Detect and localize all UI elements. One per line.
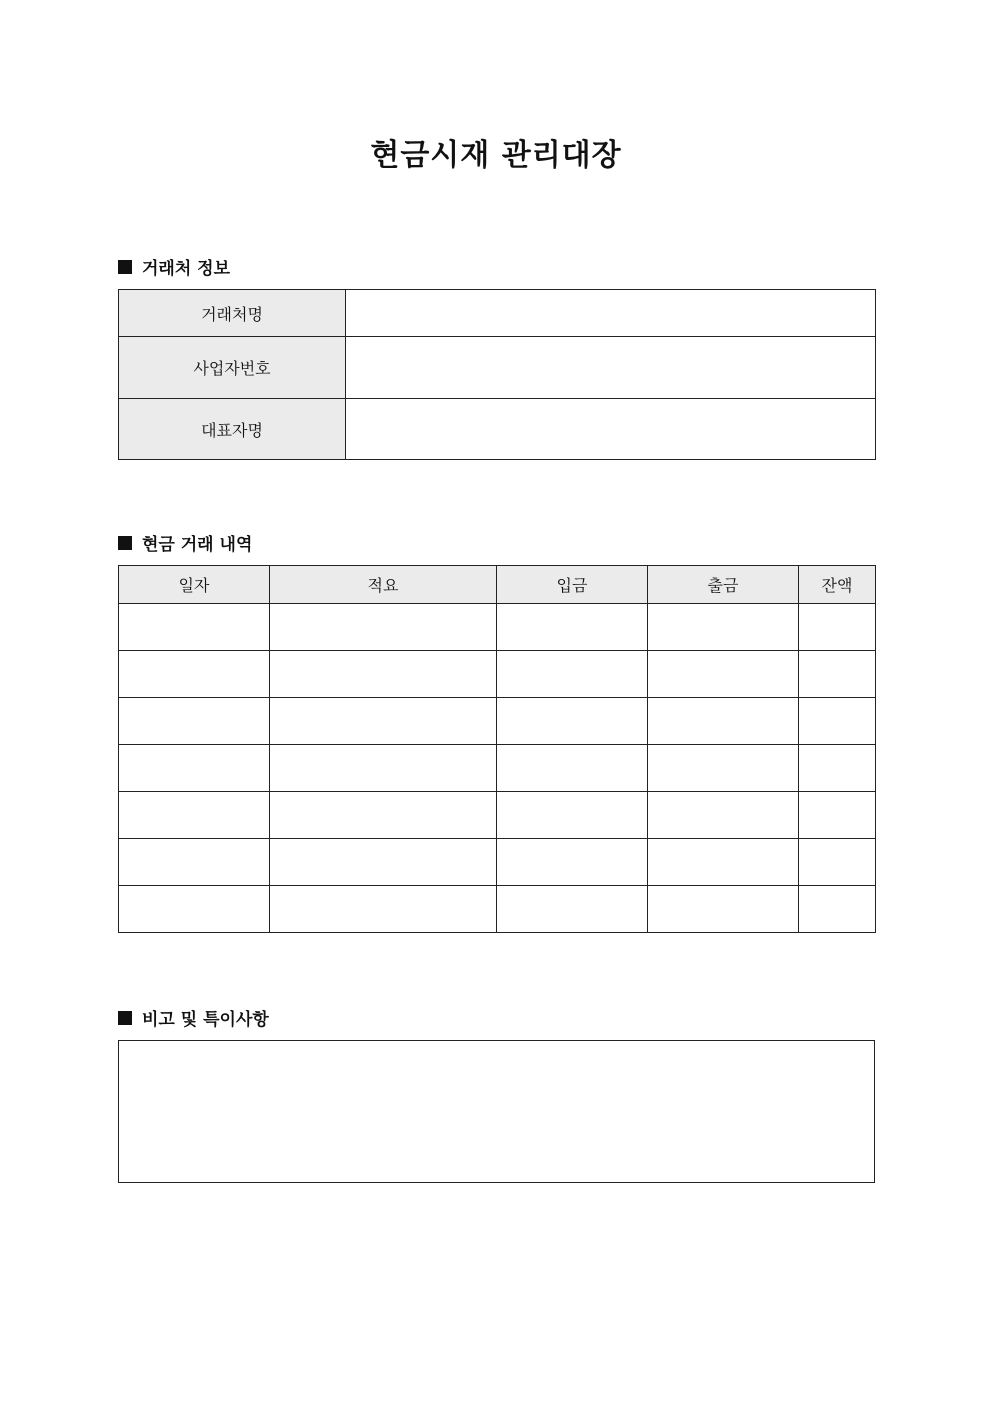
- representative-name-field[interactable]: [346, 399, 876, 460]
- column-header-balance: 잔액: [799, 566, 876, 604]
- business-number-label: 사업자번호: [119, 337, 346, 399]
- deposit-cell[interactable]: [497, 839, 648, 886]
- date-cell[interactable]: [119, 839, 270, 886]
- date-cell[interactable]: [119, 886, 270, 933]
- table-row: [119, 839, 876, 886]
- deposit-cell[interactable]: [497, 792, 648, 839]
- date-cell[interactable]: [119, 745, 270, 792]
- withdrawal-cell[interactable]: [648, 886, 799, 933]
- balance-cell[interactable]: [799, 839, 876, 886]
- table-row: [119, 651, 876, 698]
- section-heading-label: 거래처 정보: [142, 259, 231, 279]
- transactions-body: [119, 604, 876, 933]
- representative-name-label: 대표자명: [119, 399, 346, 460]
- description-cell[interactable]: [270, 698, 497, 745]
- section-heading-remarks: [118, 1005, 269, 1030]
- table-row: [119, 604, 876, 651]
- withdrawal-cell[interactable]: [648, 745, 799, 792]
- vendor-name-field[interactable]: [346, 290, 876, 337]
- description-cell[interactable]: [270, 886, 497, 933]
- withdrawal-cell[interactable]: [648, 651, 799, 698]
- balance-cell[interactable]: [799, 745, 876, 792]
- section-heading-cash-transactions: [118, 530, 252, 555]
- deposit-cell[interactable]: [497, 745, 648, 792]
- description-cell[interactable]: [270, 839, 497, 886]
- deposit-cell[interactable]: [497, 886, 648, 933]
- table-header-row: [119, 566, 876, 604]
- deposit-cell[interactable]: [497, 698, 648, 745]
- withdrawal-cell[interactable]: [648, 792, 799, 839]
- transactions-table: [118, 565, 876, 933]
- table-row: [119, 290, 876, 337]
- balance-cell[interactable]: [799, 604, 876, 651]
- table-row: [119, 745, 876, 792]
- table-row: [119, 698, 876, 745]
- square-bullet-icon: [118, 260, 132, 274]
- date-cell[interactable]: [119, 698, 270, 745]
- deposit-cell[interactable]: [497, 651, 648, 698]
- date-cell[interactable]: [119, 792, 270, 839]
- section-heading-label: 현금 거래 내역: [142, 535, 253, 555]
- date-cell[interactable]: [119, 651, 270, 698]
- page-title: 현금시재 관리대장: [370, 138, 622, 173]
- date-cell[interactable]: [119, 604, 270, 651]
- table-row: [119, 337, 876, 399]
- description-cell[interactable]: [270, 651, 497, 698]
- table-row: [119, 792, 876, 839]
- table-row: [119, 886, 876, 933]
- column-header-deposit: 입금: [497, 566, 648, 604]
- column-header-withdrawal: 출금: [648, 566, 799, 604]
- withdrawal-cell[interactable]: [648, 604, 799, 651]
- balance-cell[interactable]: [799, 792, 876, 839]
- vendor-info-table: [118, 289, 876, 460]
- balance-cell[interactable]: [799, 886, 876, 933]
- business-number-field[interactable]: [346, 337, 876, 399]
- square-bullet-icon: [118, 536, 132, 550]
- description-cell[interactable]: [270, 604, 497, 651]
- deposit-cell[interactable]: [497, 604, 648, 651]
- withdrawal-cell[interactable]: [648, 698, 799, 745]
- vendor-name-label: 거래처명: [119, 290, 346, 337]
- section-heading-vendor-info: [118, 254, 230, 279]
- column-header-description: 적요: [270, 566, 497, 604]
- remarks-field[interactable]: [118, 1040, 875, 1183]
- balance-cell[interactable]: [799, 698, 876, 745]
- square-bullet-icon: [118, 1011, 132, 1025]
- balance-cell[interactable]: [799, 651, 876, 698]
- table-row: [119, 399, 876, 460]
- withdrawal-cell[interactable]: [648, 839, 799, 886]
- section-heading-label: 비고 및 특이사항: [142, 1010, 269, 1030]
- description-cell[interactable]: [270, 792, 497, 839]
- column-header-date: 일자: [119, 566, 270, 604]
- description-cell[interactable]: [270, 745, 497, 792]
